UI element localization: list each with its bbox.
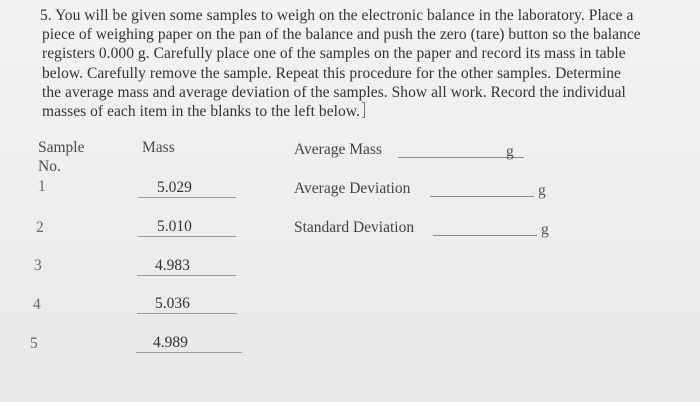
average-deviation-blank [430, 196, 534, 197]
mass-blank-line [136, 352, 242, 353]
instruction-line: below. Carefully remove the sample. Repeat this procedure for the other samples. Determine [42, 64, 621, 82]
instruction-line: piece of weighing paper on the pan of the balance and push the zero (tare) button so the balance [42, 26, 641, 44]
instruction-line-text: masses of each item in the blanks to the left below. [42, 103, 360, 121]
sample-number: 5 [30, 335, 38, 352]
mass-blank-line [137, 313, 237, 314]
mass-value: 5.036 [155, 295, 190, 312]
standard-deviation-unit: g [541, 221, 549, 238]
instruction-line-last [42, 102, 698, 121]
mass-blank-line [138, 197, 236, 198]
sample-number: 1 [38, 178, 46, 195]
mass-value: 5.029 [157, 179, 192, 196]
sample-number: 4 [33, 296, 41, 313]
sample-no-header: No. [38, 158, 61, 175]
mass-blank-line [137, 275, 236, 276]
instructions-paragraph [42, 6, 698, 121]
sample-column-header: Sample [38, 139, 85, 156]
standard-deviation-label: Standard Deviation [294, 219, 415, 236]
sample-number: 2 [36, 219, 44, 236]
text-cursor-marker [362, 102, 365, 118]
mass-value: 4.989 [153, 334, 188, 351]
mass-value: 5.010 [157, 218, 192, 235]
standard-deviation-blank [433, 235, 537, 236]
instruction-line: the average mass and average deviation of the samples. Show all work. Record the individual [42, 83, 626, 101]
mass-column-header: Mass [142, 139, 175, 156]
instruction-line: registers 0.000 g. Carefully place one of the samples on the paper and record its mass in table [42, 45, 626, 63]
mass-blank-line [138, 236, 236, 237]
mass-value: 4.983 [155, 257, 190, 274]
average-deviation-unit: g [538, 182, 546, 199]
average-mass-unit: g [506, 143, 514, 160]
instruction-line: 5. You will be given some samples to weigh on the electronic balance in the laboratory. Place a [40, 7, 634, 24]
average-deviation-label: Average Deviation [294, 180, 411, 197]
sample-number: 3 [34, 257, 42, 274]
average-mass-label: Average Mass [294, 141, 382, 158]
